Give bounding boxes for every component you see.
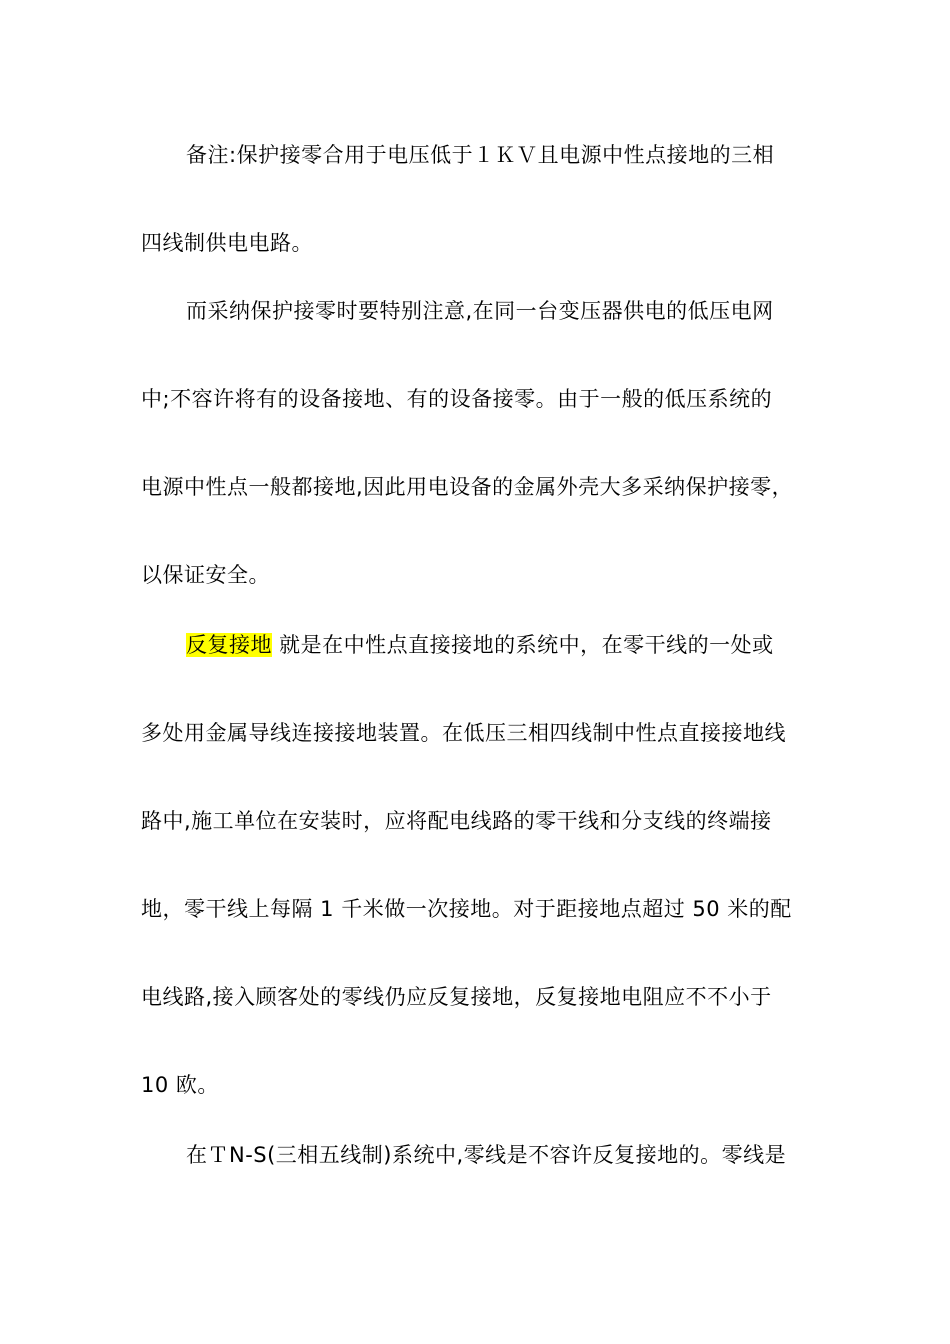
highlighted-term: 反复接地 <box>186 633 272 657</box>
text-span: 就是在中性点直接接地的系统中，在零干线的一处或 <box>272 633 774 657</box>
text-line: 10 欧。 <box>141 1073 219 1097</box>
text-line: 备注:保护接零合用于电压低于１ＫＶ且电源中性点接地的三相 <box>186 143 775 167</box>
text-line: 在ＴN-S(三相五线制)系统中,零线是不容许反复接地的。零线是 <box>186 1143 787 1167</box>
text-line: 而采纳保护接零时要特别注意,在同一台变压器供电的低压电网 <box>186 299 774 323</box>
text-line <box>186 631 774 659</box>
text-line: 多处用金属导线连接接地装置。在低压三相四线制中性点直接接地线 <box>141 721 786 745</box>
text-line: 地，零干线上每隔 1 千米做一次接地。对于距接地点超过 50 米的配 <box>141 897 792 921</box>
text-line: 四线制供电电路。 <box>141 231 313 255</box>
text-line: 以保证安全。 <box>141 563 270 587</box>
text-line: 路中,施工单位在安装时，应将配电线路的零干线和分支线的终端接 <box>141 809 772 833</box>
text-line: 电源中性点一般都接地,因此用电设备的金属外壳大多采纳保护接零， <box>141 475 794 499</box>
text-line: 电线路,接入顾客处的零线仍应反复接地，反复接地电阻应不不小于 <box>141 985 772 1009</box>
text-line: 中;不容许将有的设备接地、有的设备接零。由于一般的低压系统的 <box>141 387 773 411</box>
